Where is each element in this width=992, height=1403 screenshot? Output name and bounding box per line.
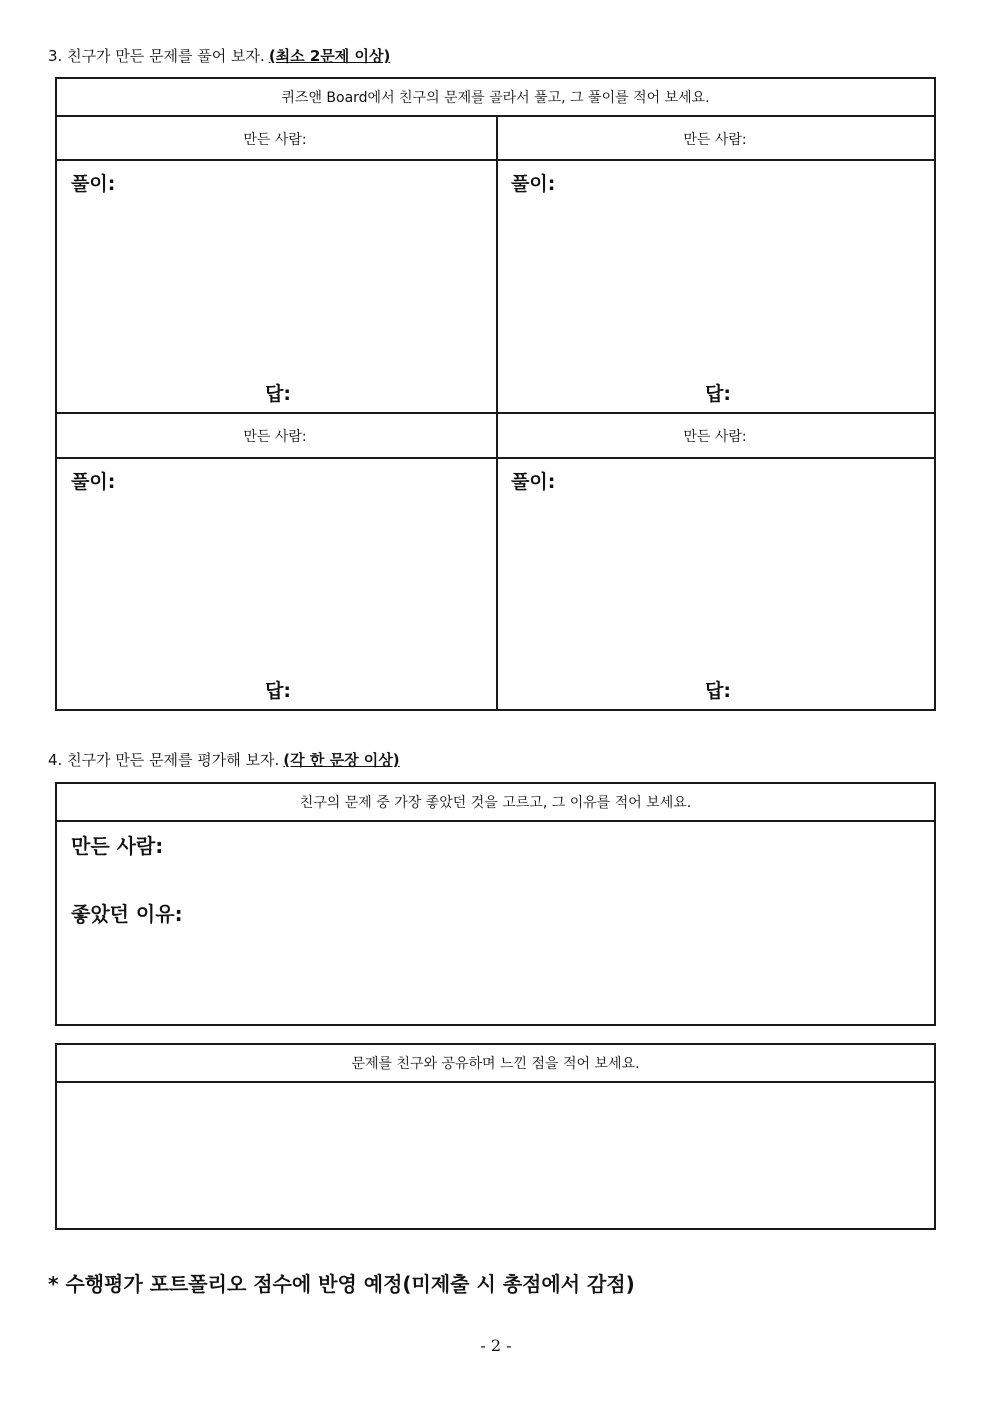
section-3-title: 3. 친구가 만든 문제를 풀어 보자. bbox=[48, 47, 265, 65]
reflection-table-header: 문제를 친구와 공유하며 느낀 점을 적어 보세요. bbox=[57, 1045, 934, 1083]
evaluate-table bbox=[55, 782, 936, 1026]
maker-label: 만든 사람: bbox=[243, 132, 307, 148]
row-divider bbox=[57, 457, 934, 459]
answer-label: 답: bbox=[265, 680, 291, 702]
footer-note: * 수행평가 포트폴리오 점수에 반영 예정(미제출 시 총점에서 감점) bbox=[48, 1272, 635, 1296]
section-3-heading bbox=[48, 46, 390, 66]
page-number: - 2 - bbox=[480, 1336, 512, 1355]
reflection-table bbox=[55, 1043, 936, 1230]
section-4-emphasis: (각 한 문장 이상) bbox=[283, 751, 400, 769]
reason-label: 좋았던 이유: bbox=[71, 902, 183, 926]
section-3-emphasis: (최소 2문제 이상) bbox=[268, 47, 391, 65]
row-divider bbox=[57, 159, 934, 161]
maker-label: 만든 사람: bbox=[683, 132, 747, 148]
solution-label: 풀이: bbox=[511, 173, 556, 195]
solve-table bbox=[55, 77, 936, 711]
solution-label: 풀이: bbox=[71, 471, 116, 493]
evaluate-table-header: 친구의 문제 중 가장 좋았던 것을 고르고, 그 이유를 적어 보세요. bbox=[57, 784, 934, 822]
answer-label: 답: bbox=[265, 383, 291, 405]
solution-label: 풀이: bbox=[511, 471, 556, 493]
answer-label: 답: bbox=[705, 680, 731, 702]
maker-label: 만든 사람: bbox=[243, 429, 307, 445]
solve-table-header: 퀴즈앤 Board에서 친구의 문제를 골라서 풀고, 그 풀이를 적어 보세요. bbox=[57, 79, 934, 117]
maker-label: 만든 사람: bbox=[71, 834, 164, 858]
row-divider bbox=[57, 412, 934, 414]
maker-label: 만든 사람: bbox=[683, 429, 747, 445]
solution-label: 풀이: bbox=[71, 173, 116, 195]
section-4-heading bbox=[48, 750, 400, 770]
answer-label: 답: bbox=[705, 383, 731, 405]
section-4-title: 4. 친구가 만든 문제를 평가해 보자. bbox=[48, 751, 280, 769]
